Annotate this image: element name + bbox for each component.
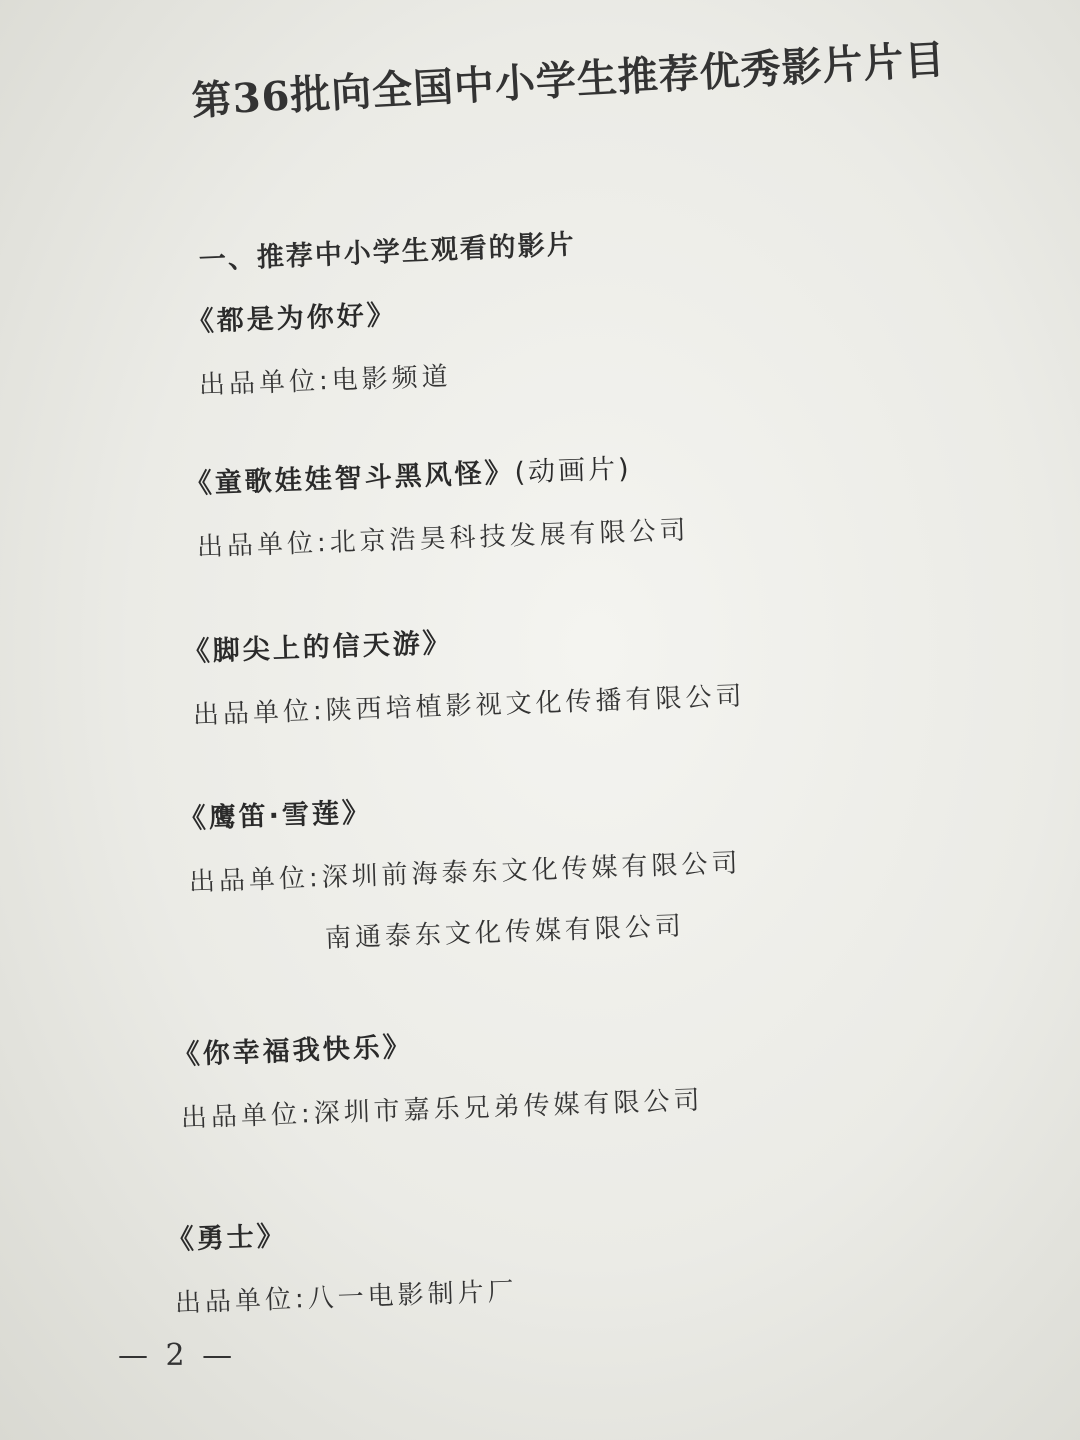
film-producer: 出品单位:陕西培植影视文化传播有限公司 [192, 681, 746, 731]
film-title [182, 610, 744, 669]
film-title-text: 《童歌娃娃智斗黑风怪》 [184, 457, 516, 500]
film-entry [182, 610, 746, 732]
film-title [178, 777, 740, 836]
page-number: — 2 — [118, 1338, 237, 1373]
film-title-text: 《勇士》 [166, 1220, 288, 1256]
film-title-text: 《脚尖上的信天游》 [182, 627, 454, 668]
film-producer: 出品单位:八一电影制片厂 [174, 1276, 519, 1319]
film-title [172, 1015, 702, 1072]
document-title: 第36批向全国中小学生推荐优秀影片片目 [190, 35, 947, 125]
film-producer-secondary: 南通泰东文化传媒有限公司 [324, 911, 686, 954]
film-producer: 出品单位:电影频道 [198, 361, 453, 401]
film-producer: 出品单位:北京浩昊科技发展有限公司 [196, 515, 690, 563]
film-type-note: (动画片) [514, 453, 633, 489]
film-title-text: 《你幸福我快乐》 [172, 1031, 414, 1071]
film-entry [172, 1015, 704, 1135]
film-producer: 出品单位:深圳市嘉乐兄弟传媒有限公司 [180, 1085, 704, 1134]
film-entry [178, 777, 744, 959]
film-entry [166, 1206, 518, 1320]
film-title-text: 《都是为你好》 [186, 299, 398, 338]
film-entry [184, 444, 690, 563]
film-title [166, 1206, 516, 1257]
film-title [184, 444, 688, 501]
film-entry [186, 291, 452, 402]
film-title-text: 《鹰笛·雪莲》 [178, 797, 373, 835]
film-producer: 出品单位:深圳前海泰东文化传媒有限公司 [188, 848, 742, 898]
section-heading: 一、推荐中小学生观看的影片 [198, 229, 577, 276]
film-title [186, 291, 450, 339]
